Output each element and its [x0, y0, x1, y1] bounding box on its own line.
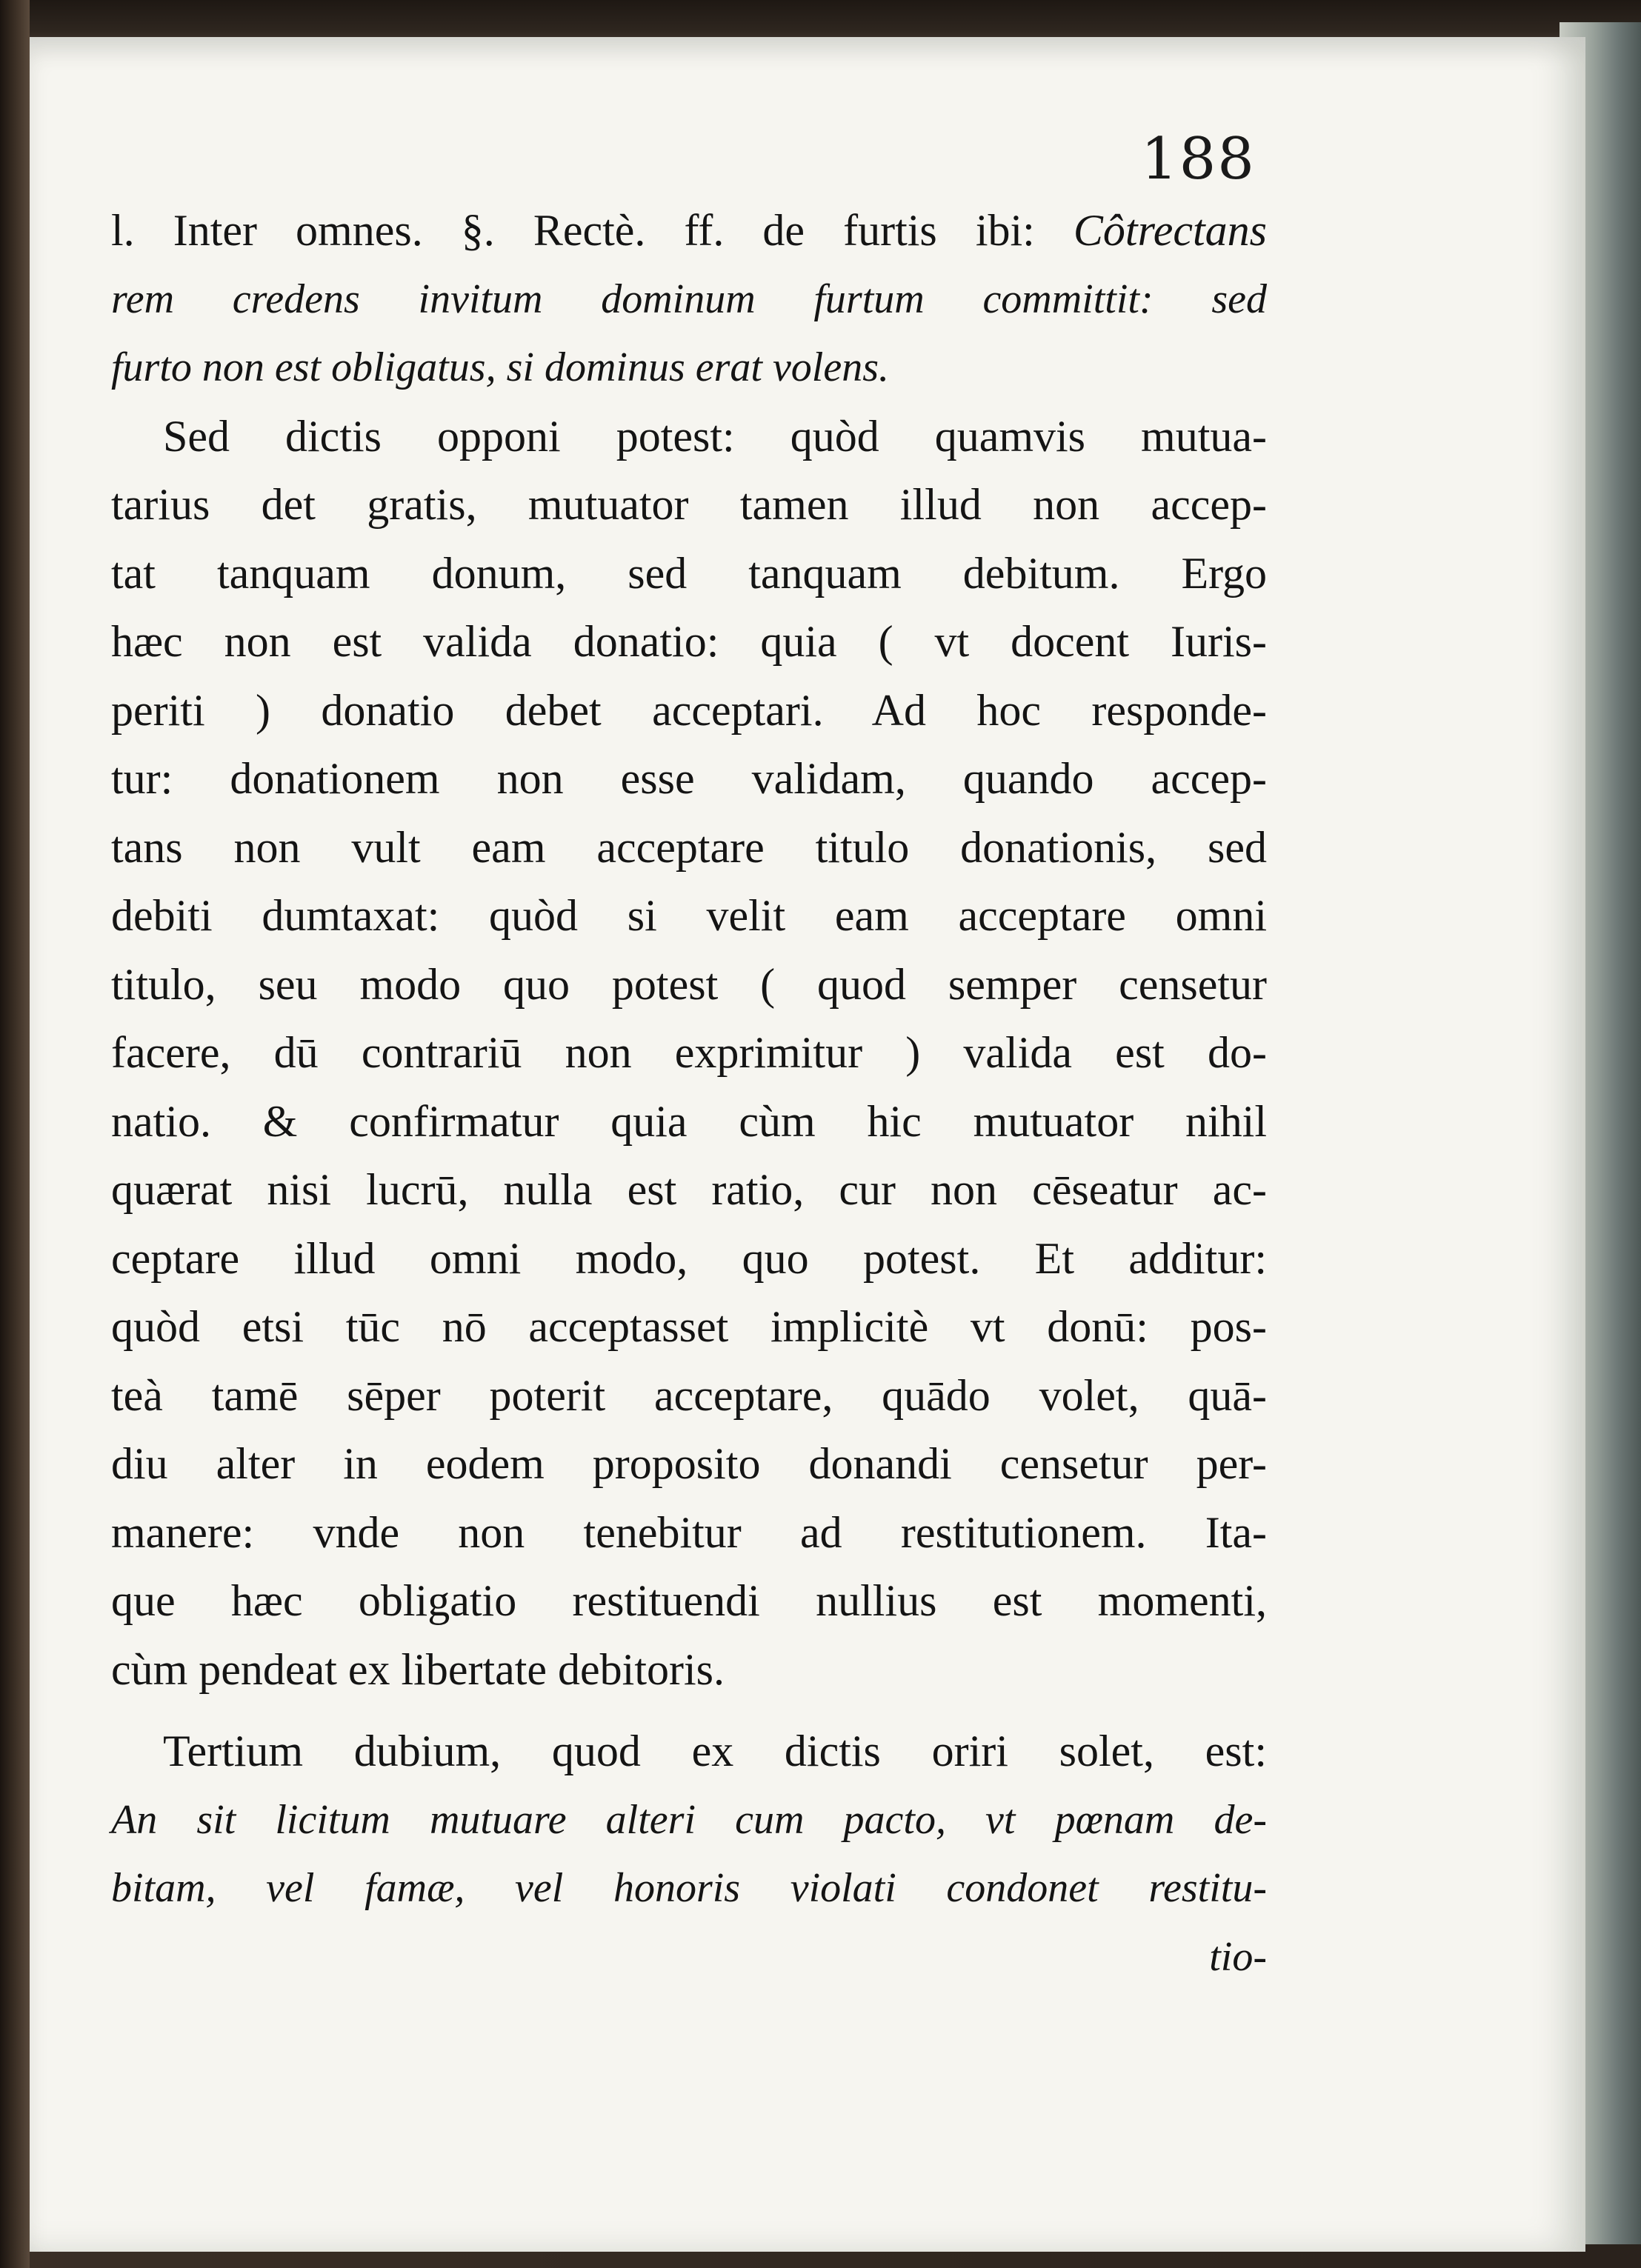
text-block: [111, 196, 1267, 1991]
text-line: facere, dū contrariū non exprimitur ) valida est do-: [111, 1028, 1267, 1077]
text-line: tans non vult eam acceptare titulo donationis, sed: [111, 822, 1267, 872]
text-line: debiti dumtaxat: quòd si velit eam acceptare omni: [111, 891, 1267, 940]
text-line: quòd etsi tūc nō acceptasset implicitè vt donū: pos-: [111, 1302, 1267, 1351]
text-line: que hæc obligatio restituendi nullius est momenti,: [111, 1576, 1267, 1625]
text-line: Sed dictis opponi potest: quòd quamvis mutua-: [163, 411, 1267, 461]
text-line: An sit licitum mutuare alteri cum pacto, vt pœnam de-: [111, 1796, 1267, 1843]
text-line: periti ) donatio debet acceptari. Ad hoc responde-: [111, 685, 1267, 735]
text-line: rem credens invitum dominum furtum committit: sed: [111, 276, 1267, 322]
catchword: tio-: [1209, 1933, 1267, 1980]
text-line: ceptare illud omni modo, quo potest. Et additur:: [111, 1233, 1267, 1283]
book-spine: [0, 0, 30, 2268]
text-line: bitam, vel famæ, vel honoris violati condonet restitu-: [111, 1865, 1267, 1911]
text-line: furto non est obligatus, si dominus erat volens.: [111, 344, 889, 390]
text-line: [111, 196, 1267, 265]
book-page: [30, 37, 1585, 2252]
text-line: hæc non est valida donatio: quia ( vt docent Iuris-: [111, 617, 1267, 666]
text-line: manere: vnde non tenebitur ad restitutionem. Ita-: [111, 1507, 1267, 1557]
text-line: tur: donationem non esse validam, quando accep-: [111, 754, 1267, 803]
text-line: tarius det gratis, mutuator tamen illud non accep-: [111, 480, 1267, 529]
line-italic-part: Côtrectans: [1073, 206, 1267, 255]
text-line: diu alter in eodem proposito donandi censetur per-: [111, 1439, 1267, 1488]
text-line: titulo, seu modo quo potest ( quod semper censetur: [111, 959, 1267, 1009]
page-number: 188: [1141, 126, 1256, 193]
line-roman-part: l. Inter omnes. §. Rectè. ff. de furtis ibi:: [111, 206, 1074, 255]
text-line: tat tanquam donum, sed tanquam debitum. Ergo: [111, 548, 1267, 598]
text-line: cùm pendeat ex libertate debitoris.: [111, 1644, 725, 1694]
text-line: natio. & confirmatur quia cùm hic mutuator nihil: [111, 1096, 1267, 1146]
text-line: quærat nisi lucrū, nulla est ratio, cur non cēseatur ac-: [111, 1165, 1267, 1214]
text-line: teà tamē sēper poterit acceptare, quādo volet, quā-: [111, 1370, 1267, 1420]
text-line: Tertium dubium, quod ex dictis oriri solet, est:: [163, 1727, 1267, 1775]
